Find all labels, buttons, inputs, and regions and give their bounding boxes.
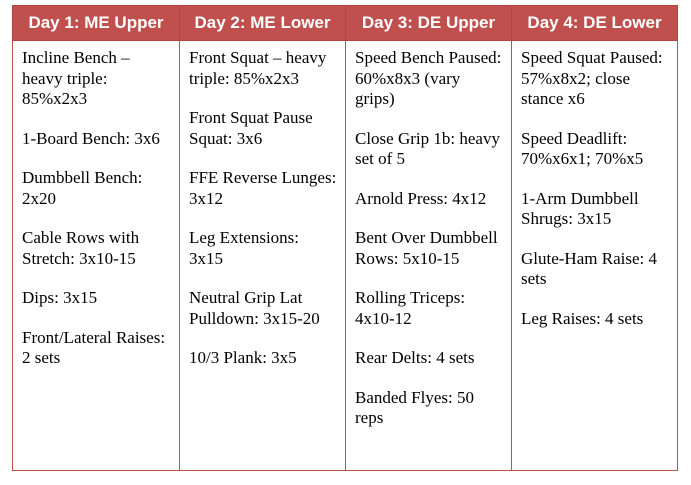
exercise-item: Front Squat – heavy triple: 85%x2x3 (189, 48, 327, 88)
day-3-header: Day 3: DE Upper (346, 6, 512, 41)
day-1-exercises (13, 41, 180, 471)
exercise-item: Dumbbell Bench: 2x20 (22, 168, 143, 208)
day-2-header: Day 2: ME Lower (180, 6, 346, 41)
exercise-item: Rear Delts: 4 sets (355, 348, 475, 367)
exercise-item: Front/Lateral Raises: 2 sets (22, 327, 166, 367)
exercise-item: Incline Bench – heavy triple: 85%x2x3 (22, 48, 130, 108)
exercise-item: Neutral Grip Lat Pulldown: 3x15-20 (189, 288, 320, 328)
weekly-program-table (12, 5, 678, 471)
exercise-item: Leg Raises: 4 sets (521, 308, 644, 328)
header-row (13, 6, 678, 41)
exercise-item: 1-Arm Dumbbell Shrugs: 3x15 (521, 188, 639, 228)
day-1-header: Day 1: ME Upper (13, 6, 180, 41)
exercise-item: Close Grip 1b: heavy set of 5 (355, 128, 500, 168)
exercise-item: Dips: 3x15 (22, 288, 98, 307)
day-2-exercises (180, 41, 346, 471)
exercise-item: Arnold Press: 4x12 (355, 188, 487, 208)
exercise-item: Rolling Triceps: 4x10-12 (355, 288, 466, 328)
exercise-item: Speed Deadlift: 70%x6x1; 70%x5 (521, 128, 644, 168)
exercise-item: Bent Over Dumbbell Rows: 5x10-15 (355, 228, 498, 268)
training-program-sheet (12, 5, 677, 472)
exercise-item: Banded Flyes: 50 reps (355, 387, 474, 427)
exercise-item: Glute-Ham Raise: 4 sets (521, 248, 657, 288)
day-3-exercises (346, 41, 512, 471)
exercise-item: Speed Squat Paused: 57%x8x2; close stance x6 (521, 48, 663, 108)
exercise-item: FFE Reverse Lunges: 3x12 (189, 168, 337, 208)
exercise-item: Front Squat Pause Squat: 3x6 (189, 108, 313, 148)
day-4-header: Day 4: DE Lower (512, 6, 678, 41)
exercise-item: Leg Extensions: 3x15 (189, 228, 300, 268)
exercise-item: 1-Board Bench: 3x6 (22, 128, 160, 148)
exercise-row (13, 41, 678, 471)
exercise-item: 10/3 Plank: 3x5 (189, 348, 297, 367)
exercise-item: Speed Bench Paused: 60%x8x3 (vary grips) (355, 48, 502, 108)
exercise-item: Cable Rows with Stretch: 3x10-15 (22, 228, 140, 268)
day-4-exercises (512, 41, 678, 471)
